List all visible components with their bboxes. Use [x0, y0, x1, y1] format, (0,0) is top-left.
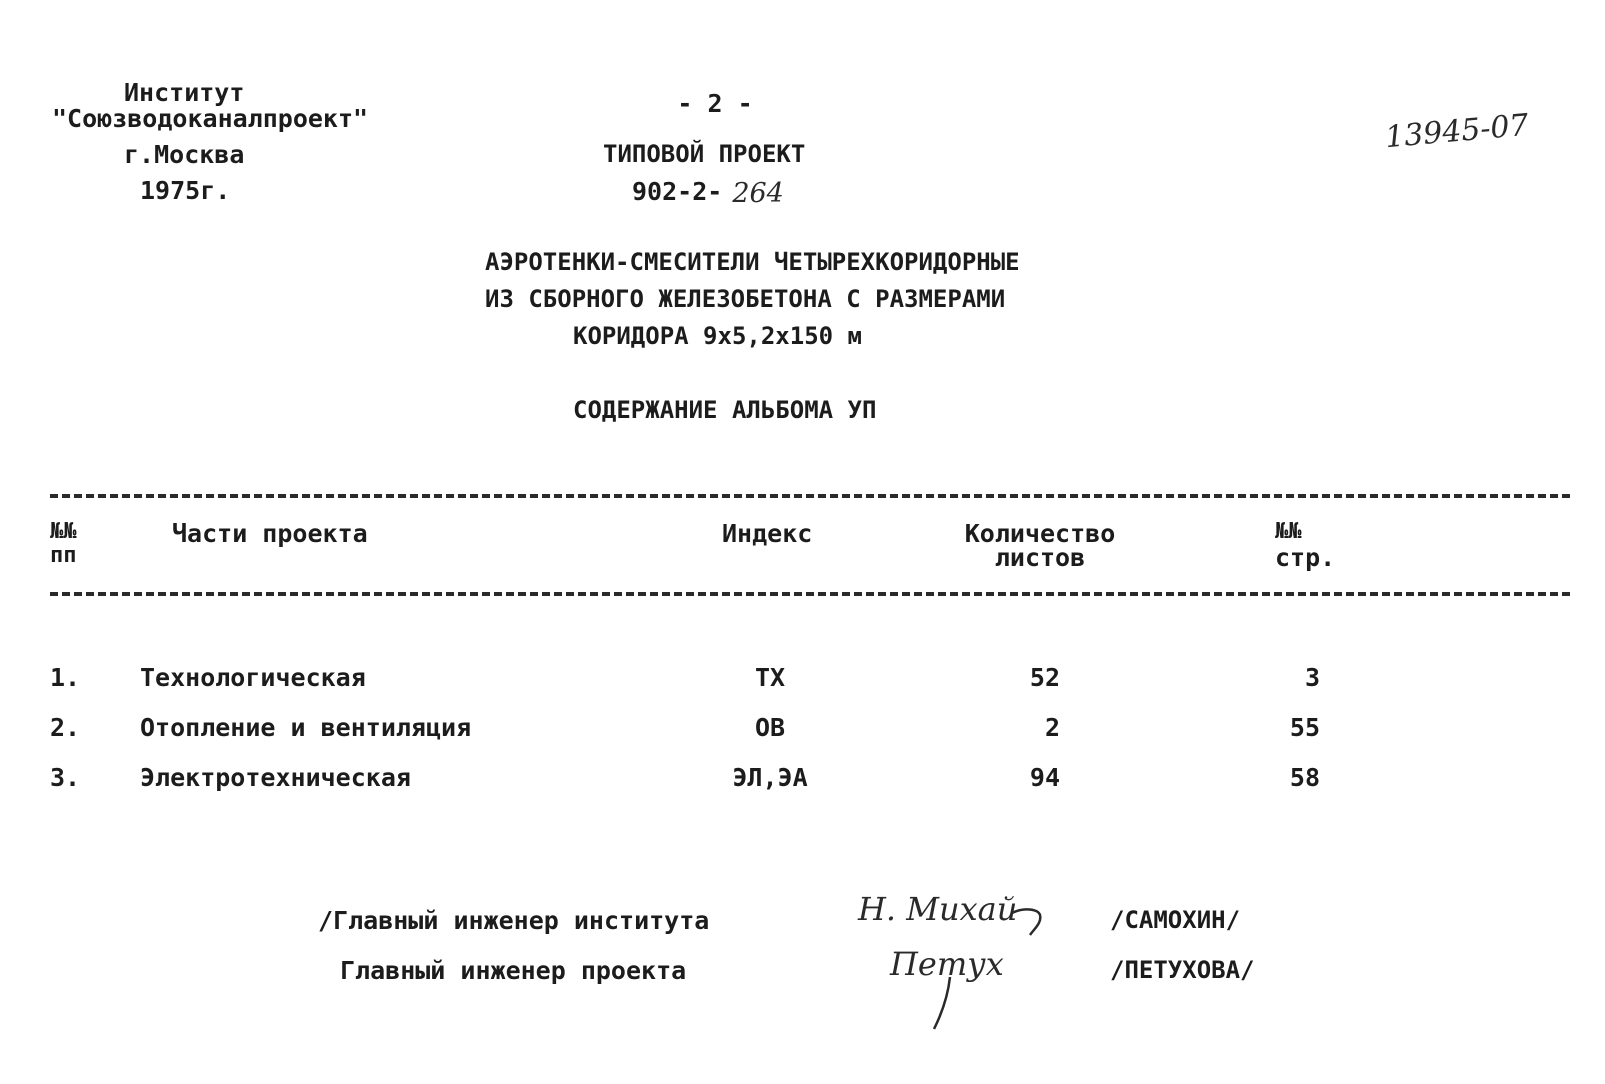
header-part: Части проекта: [172, 519, 368, 548]
row-sheets: 2: [1044, 713, 1060, 742]
row-page: 55: [1289, 713, 1320, 742]
row-index: ОВ: [754, 713, 786, 742]
project-type: ТИПОВОЙ ПРОЕКТ: [603, 140, 806, 168]
album-contents-title: СОДЕРЖАНИЕ АЛЬБОМА УП: [573, 396, 877, 424]
title-line-1: АЭРОТЕНКИ-СМЕСИТЕЛИ ЧЕТЫРЕХКОРИДОРНЫЕ: [485, 248, 1020, 276]
row-num: 2.: [50, 713, 81, 742]
signature-flourish-1: [1010, 905, 1050, 945]
signature-name-1: /САМОХИН/: [1110, 906, 1241, 934]
row-index: ТХ: [754, 663, 786, 692]
row-num: 1.: [50, 663, 81, 692]
project-code-handwritten: 264: [732, 178, 784, 209]
row-num: 3.: [50, 763, 81, 792]
header-page-line1: №№: [1275, 519, 1302, 544]
year: 1975г.: [140, 176, 231, 205]
handwritten-signature-2: Петух: [890, 945, 1004, 983]
table-top-rule: [50, 494, 1570, 498]
page-number: - 2 -: [677, 89, 753, 118]
institute-label: Институт: [124, 78, 245, 107]
table-header-rule: [50, 592, 1570, 596]
archive-number: 13945-07: [1383, 107, 1531, 156]
title-line-2: ИЗ СБОРНОГО ЖЕЛЕЗОБЕТОНА С РАЗМЕРАМИ: [485, 285, 1006, 313]
title-line-3: КОРИДОРА 9х5,2х150 м: [573, 322, 862, 350]
project-code-printed: 902-2-: [632, 177, 723, 206]
institute-name: "Союзводоканалпроект": [52, 104, 369, 133]
header-num-line1: №№: [50, 519, 77, 544]
row-sheets: 52: [1029, 663, 1060, 692]
row-sheets: 94: [1029, 763, 1060, 792]
header-page-line2: стр.: [1275, 543, 1336, 572]
handwritten-signature-1: Н. Михай: [858, 890, 1018, 928]
project-code: [632, 177, 784, 209]
signature-name-2: /ПЕТУХОВА/: [1110, 956, 1255, 984]
header-sheets-line1: Количество: [964, 519, 1116, 548]
row-index: ЭЛ,ЭА: [732, 763, 808, 792]
row-page: 58: [1289, 763, 1320, 792]
city: г.Москва: [124, 140, 245, 169]
signature-role-1: /Главный инженер института: [318, 906, 710, 935]
row-part: Технологическая: [140, 663, 366, 692]
signature-flourish-2: [930, 975, 970, 1035]
header-num-line2: пп: [50, 543, 77, 568]
header-sheets-line2: листов: [994, 543, 1086, 572]
header-index: Индекс: [722, 519, 813, 548]
signature-role-2: Главный инженер проекта: [340, 956, 687, 985]
row-page: 3: [1304, 663, 1320, 692]
row-part: Отопление и вентиляция: [140, 713, 472, 742]
row-part: Электротехническая: [140, 763, 411, 792]
